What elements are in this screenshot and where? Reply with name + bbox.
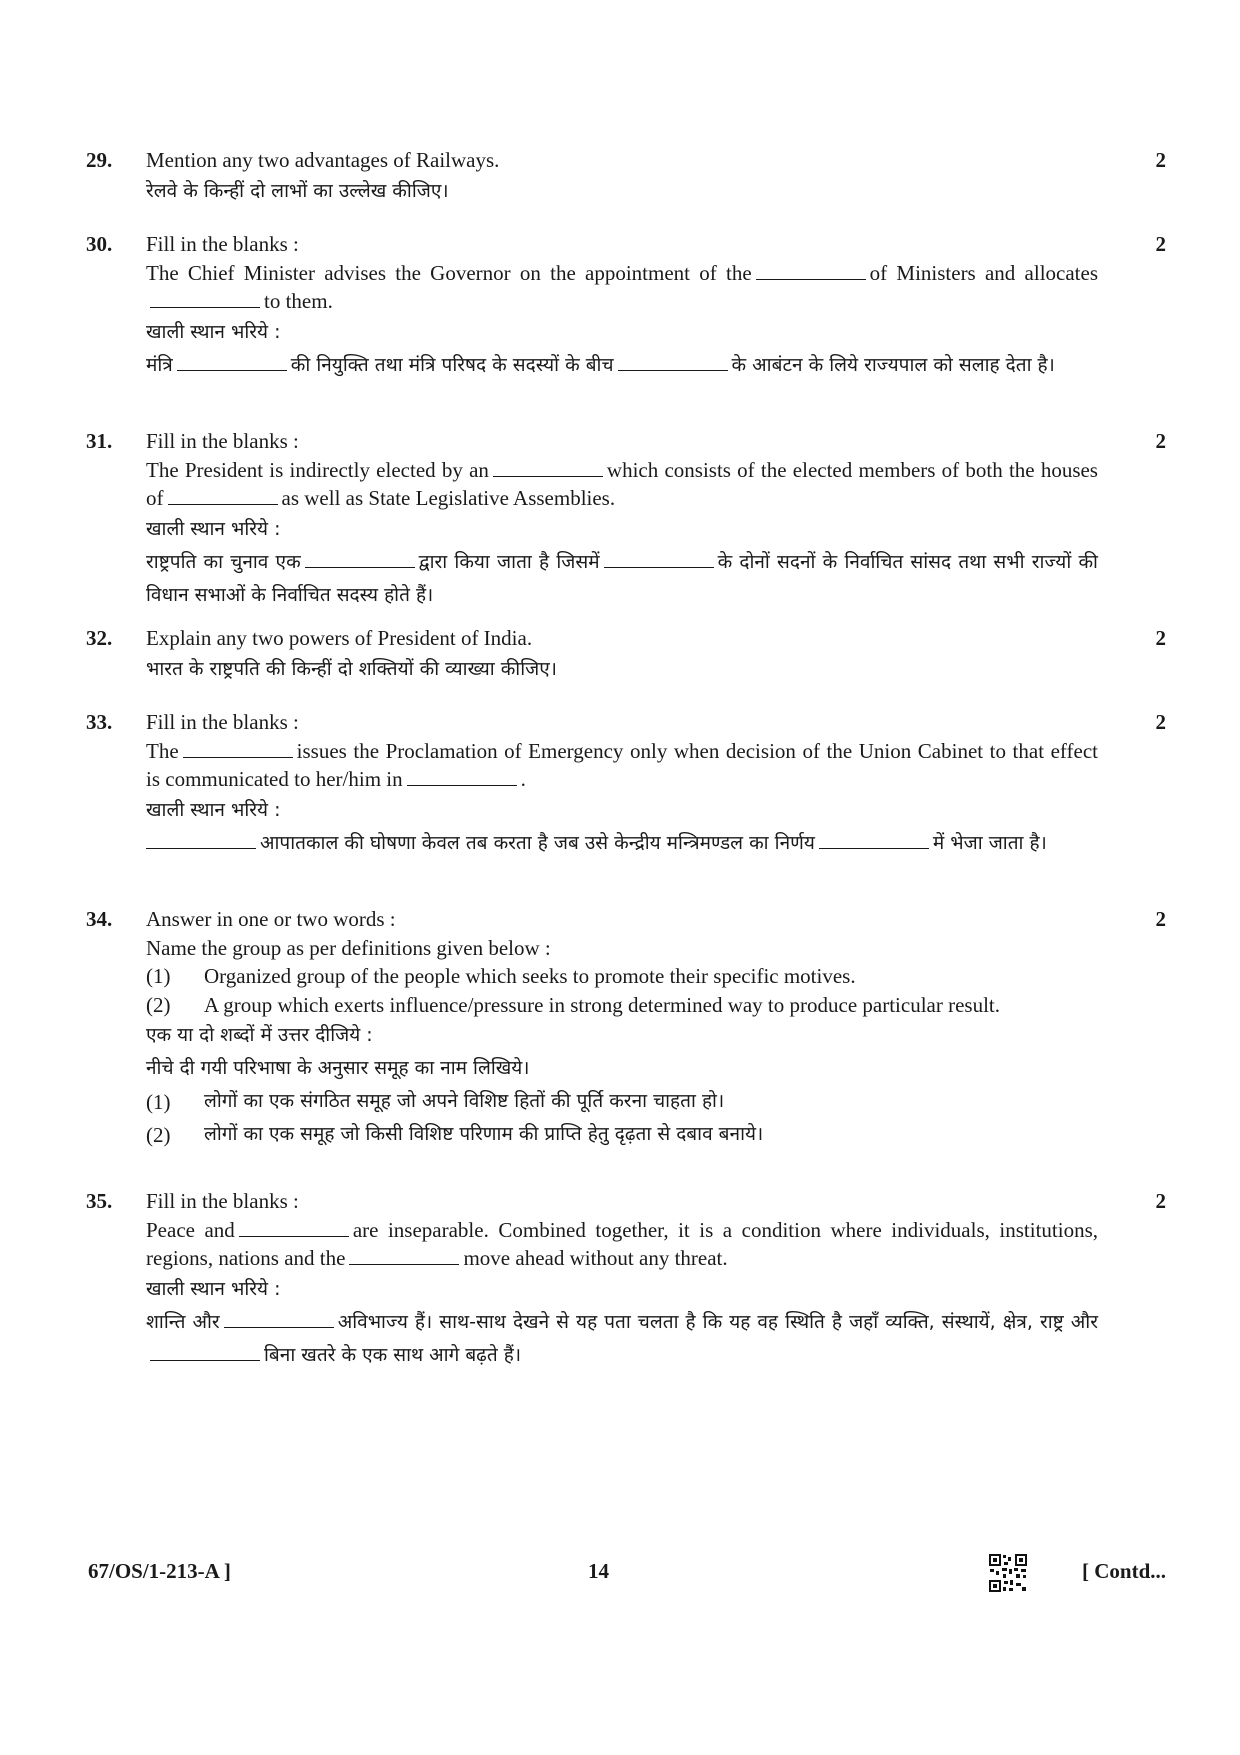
blank-line (150, 306, 260, 308)
blank-line (407, 784, 517, 786)
blank-line (177, 369, 287, 371)
blank-line (224, 1326, 334, 1328)
question-instruction-en: Fill in the blanks : (146, 429, 299, 453)
question-text-en: Mention any two advantages of Railways. (146, 148, 500, 172)
question-number: 33. (86, 710, 113, 734)
blank-line (168, 503, 278, 505)
question-instruction-hi: खाली स्थान भरिये : (146, 1277, 281, 1300)
question-text-hi: रेलवे के किन्हीं दो लाभों का उल्लेख कीजिए। (146, 179, 449, 202)
question-marks: 2 (1155, 1189, 1166, 1213)
question-text-en: Explain any two powers of President of India. (146, 626, 533, 650)
question-instruction-hi: खाली स्थान भरिये : (146, 798, 281, 821)
list-item: (1) Organized group of the people which seeks to promote their specific motives. (146, 964, 856, 988)
question-text-en: The Chief Minister advises the Governor on the appointment of the of Ministers and allocatesto them. (146, 260, 1098, 313)
question-instruction-en: Answer in one or two words : (146, 907, 396, 931)
question-marks: 2 (1155, 907, 1166, 931)
question-instruction-hi: एक या दो शब्दों में उत्तर दीजिये : (146, 1024, 373, 1046)
question-instruction-hi: खाली स्थान भरिये : (146, 517, 281, 540)
blank-line (618, 369, 728, 371)
question-number: 35. (86, 1189, 113, 1213)
question-text-hi: आपातकाल की घोषणा केवल तब करता है जब उसे केन्द्रीय मन्त्रिमण्डल का निर्णय में भेजा जाता है। (146, 827, 1098, 860)
question-number: 32. (86, 626, 113, 650)
question-number: 29. (86, 148, 113, 172)
question-instruction-en: Fill in the blanks : (146, 1189, 299, 1213)
blank-line (150, 1359, 260, 1361)
question-text-en: The issues the Proclamation of Emergency only when decision of the Union Cabinet to that effect is communicated to her/him in . (146, 738, 1098, 791)
question-marks: 2 (1155, 710, 1166, 734)
question-marks: 2 (1155, 626, 1166, 650)
question-instruction-hi: खाली स्थान भरिये : (146, 320, 281, 343)
question-number: 34. (86, 907, 113, 931)
question-subinstruction-hi: नीचे दी गयी परिभाषा के अनुसार समूह का नाम लिखिये। (146, 1057, 530, 1079)
question-text-en: Peace and are inseparable. Combined together, it is a condition where individuals, institutions, regions, nations and the move ahead without any threat. (146, 1217, 1098, 1270)
qr-code-icon (988, 1553, 1028, 1593)
paper-code: 67/OS/1-213-A ] (88, 1559, 231, 1583)
question-number: 30. (86, 232, 113, 256)
list-item: (1) लोगों का एक संगठित समूह जो अपने विशिष्ट हितों की पूर्ति करना चाहता हो। (146, 1090, 725, 1114)
page-footer (88, 1553, 1166, 1593)
question-text-hi: मंत्रि की नियुक्ति तथा मंत्रि परिषद के सदस्यों के बीच के आबंटन के लिये राज्यपाल को सलाह देता है। (146, 353, 1055, 376)
blank-line (493, 475, 603, 477)
question-text-hi: राष्ट्रपति का चुनाव एक द्वारा किया जाता है जिसमें के दोनों सदनों के निर्वाचित सांसद तथा सभी राज्यों की विधान सभाओं के निर्वाचित सदस्य होते हैं। (146, 550, 1098, 606)
question-text-en: The President is indirectly elected by an which consists of the elected members of both the houses of as well as State Legislative Assemblies. (146, 457, 1098, 510)
question-instruction-en: Fill in the blanks : (146, 710, 299, 734)
list-item: (2) लोगों का एक समूह जो किसी विशिष्ट परिणाम की प्राप्ति हेतु दृढ़ता से दबाव बनाये। (146, 1123, 764, 1147)
question-subinstruction-en: Name the group as per definitions given below : (146, 935, 551, 960)
page-number: 14 (588, 1559, 609, 1583)
question-marks: 2 (1155, 148, 1166, 172)
blank-line (146, 847, 256, 849)
blank-line (604, 566, 714, 568)
blank-line (183, 756, 293, 758)
question-marks: 2 (1155, 429, 1166, 453)
question-instruction-en: Fill in the blanks : (146, 232, 299, 256)
continued-label: [ Contd... (1081, 1559, 1166, 1583)
blank-line (349, 1263, 459, 1265)
blank-line (756, 278, 866, 280)
question-text-hi: शान्ति और अविभाज्य हैं। साथ-साथ देखने से यह पता चलता है कि यह वह स्थिति है जहाँ व्यक्ति, संस्थायें, क्षेत्र, राष्ट्र औरबिना खतरे के एक साथ आगे बढ़ते हैं। (146, 1310, 1098, 1366)
question-marks: 2 (1155, 232, 1166, 256)
list-item: (2) A group which exerts influence/pressure in strong determined way to produce particular result. (146, 992, 1001, 1017)
question-number: 31. (86, 429, 113, 453)
blank-line (819, 847, 929, 849)
question-text-hi: भारत के राष्ट्रपति की किन्हीं दो शक्तियों की व्याख्या कीजिए। (146, 657, 557, 680)
blank-line (239, 1235, 349, 1237)
blank-line (305, 566, 415, 568)
